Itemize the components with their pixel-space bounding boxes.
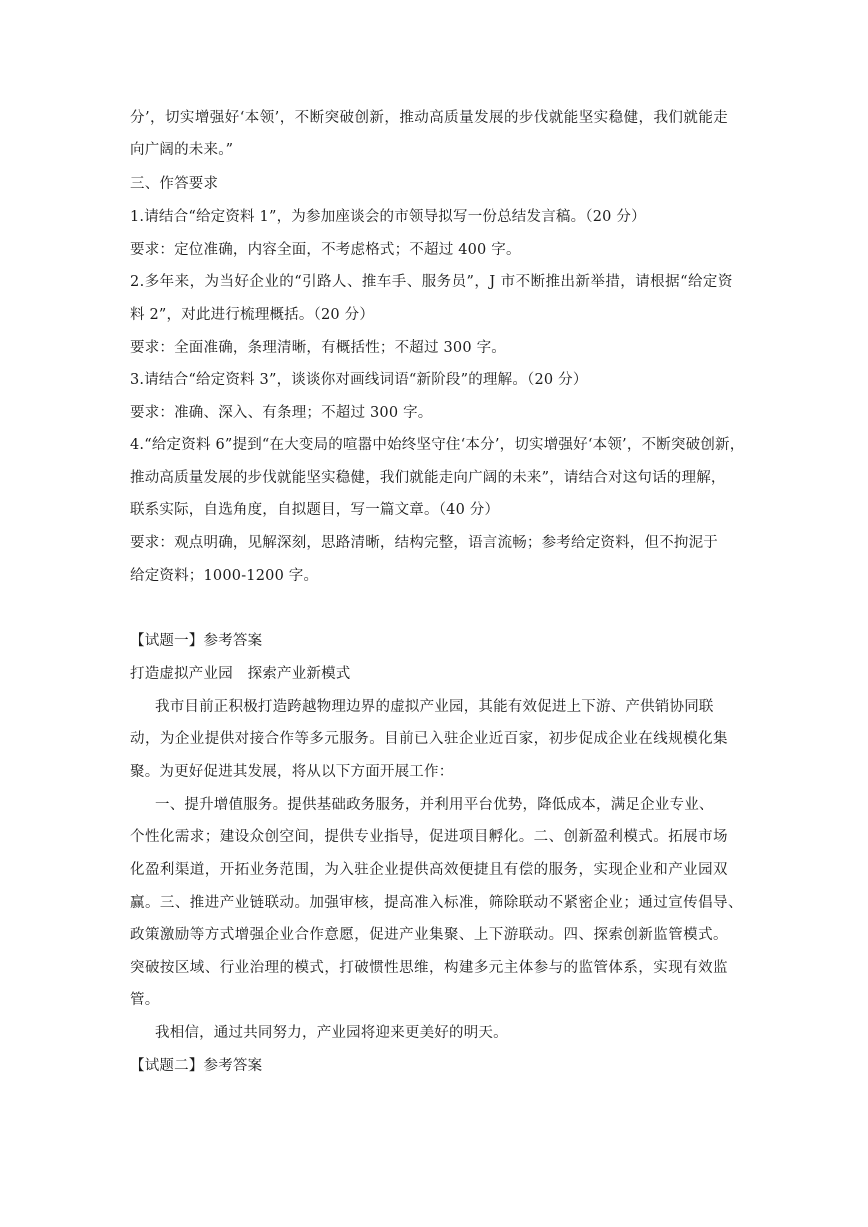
question-3: 3.请结合“给定资料 3”，谈谈你对画线词语“新阶段”的理解。（20 分） — [130, 372, 588, 388]
question-1: 1.请结合“给定资料 1”，为参加座谈会的市领导拟写一份总结发言稿。（20 分） — [130, 209, 646, 225]
answer-2-heading: 【试题二】参考答案 — [130, 1058, 263, 1074]
answer-1-paragraph: 赢。三、推进产业链联动。加强审核，提高准入标准，筛除联动不紧密企业；通过宣传倡导、 — [130, 895, 743, 911]
question-4-requirement-cont: 给定资料；1000-1200 字。 — [130, 568, 319, 584]
paragraph-line: 分’，切实增强好‘本领’，不断突破创新，推动高质量发展的步伐就能坚实稳健，我们就能走 — [130, 110, 729, 126]
answer-1-paragraph: 化盈利渠道，开拓业务范围，为入驻企业提供高效便捷且有偿的服务，实现企业和产业园双 — [130, 862, 728, 878]
question-2-requirement: 要求：全面准确，条理清晰，有概括性；不超过 300 字。 — [130, 340, 506, 356]
question-1-requirement: 要求：定位准确，内容全面，不考虑格式；不超过 400 字。 — [130, 242, 521, 258]
question-3-requirement: 要求：准确、深入、有条理；不超过 300 字。 — [130, 405, 433, 421]
question-2-cont: 料 2”，对此进行梳理概括。（20 分） — [130, 307, 375, 323]
answer-1-paragraph: 一、提升增值服务。提供基础政务服务，并利用平台优势，降低成本，满足企业专业、 — [155, 797, 714, 813]
answer-1-paragraph: 我市目前正积极打造跨越物理边界的虚拟产业园，其能有效促进上下游、产供销协同联 — [155, 699, 714, 715]
answer-1-paragraph: 动，为企业提供对接合作等多元服务。目前已入驻企业近百家，初步促成企业在线规模化集 — [130, 731, 728, 747]
question-4-cont: 联系实际，自选角度，自拟题目，写一篇文章。（40 分） — [130, 502, 500, 518]
answer-1-closing: 我相信，通过共同努力，产业园将迎来更美好的明天。 — [155, 1025, 508, 1041]
paragraph-line: 向广阔的未来。” — [130, 142, 234, 158]
answer-1-paragraph: 管。 — [130, 992, 160, 1008]
question-2: 2.多年来，为当好企业的“引路人、推车手、服务员”，J 市不断推出新举措，请根据“给定资 — [130, 274, 733, 290]
answer-1-paragraph: 个性化需求；建设众创空间，提供专业指导，促进项目孵化。二、创新盈利模式。拓展市场 — [130, 829, 728, 845]
question-4-cont: 推动高质量发展的步伐就能坚实稳健，我们就能走向广阔的未来”，请结合对这句话的理解， — [130, 470, 726, 486]
question-4-requirement: 要求：观点明确，见解深刻，思路清晰，结构完整，语言流畅；参考给定资料，但不拘泥于 — [130, 535, 718, 551]
answer-1-paragraph: 突破按区域、行业治理的模式，打破惯性思维，构建多元主体参与的监管体系，实现有效监 — [130, 960, 728, 976]
answer-1-title: 打造虚拟产业园 探索产业新模式 — [130, 666, 351, 682]
answer-1-heading: 【试题一】参考答案 — [130, 633, 263, 649]
section-heading: 三、作答要求 — [130, 176, 219, 192]
answer-1-paragraph: 聚。为更好促进其发展，将从以下方面开展工作： — [130, 764, 454, 780]
answer-1-paragraph: 政策激励等方式增强企业合作意愿，促进产业集聚、上下游联动。四、探索创新监管模式。 — [130, 927, 728, 943]
question-4: 4.“给定资料 6”提到“在大变局的喧嚣中始终坚守住‘本分’，切实增强好‘本领’，不断突破创新， — [130, 437, 745, 453]
